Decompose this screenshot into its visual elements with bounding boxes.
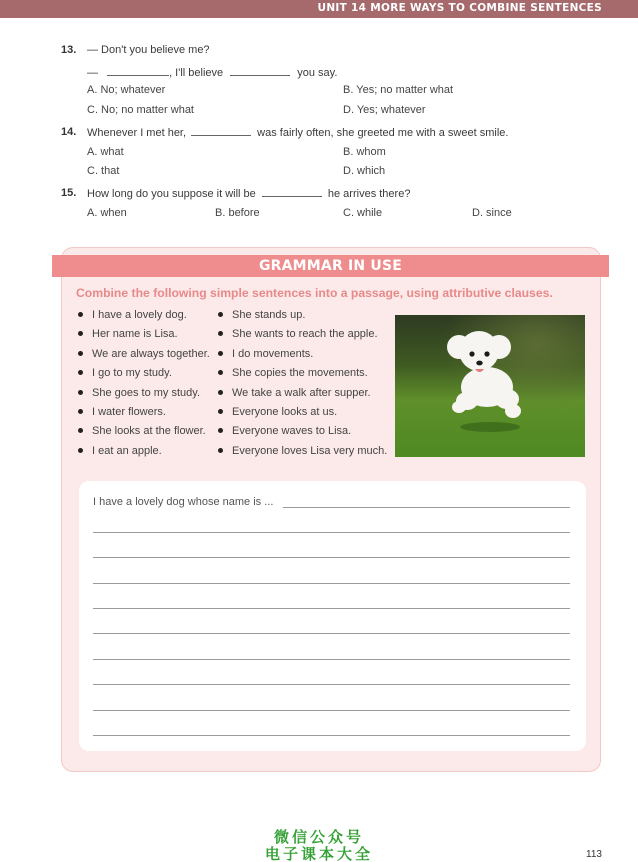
option-15-d[interactable]: D. since [472,207,512,219]
answer-blank[interactable] [107,66,169,76]
list-item: She looks at the flower. [78,425,206,437]
writing-line[interactable] [93,557,570,558]
writing-line[interactable] [93,532,570,533]
writing-line[interactable] [93,735,570,736]
dash: — [87,67,98,79]
option-13-c[interactable]: C. No; no matter what [87,104,194,116]
list-item: Everyone loves Lisa very much. [218,445,387,457]
question-stem-start: How long do you suppose it will be [87,188,256,200]
page-number: 113 [586,849,602,860]
grammar-title: GRAMMAR IN USE [52,255,609,277]
response-end: you say. [297,67,338,79]
answer-blank[interactable] [262,187,322,197]
watermark-line-1: 微信公众号 [273,828,364,846]
writing-line[interactable] [93,633,570,634]
writing-line[interactable] [283,507,570,508]
question-14 [61,126,541,142]
list-item: She stands up. [218,309,305,321]
question-number: 13. [61,44,77,56]
response-middle: , I'll believe [169,67,224,79]
list-item: Everyone looks at us. [218,406,337,418]
option-14-a[interactable]: A. what [87,146,124,158]
answer-blank[interactable] [191,126,251,136]
watermark-line-2: 电子课本大全 [264,845,373,862]
option-14-b[interactable]: B. whom [343,146,386,158]
question-stem-end: was fairly often, she greeted me with a sweet smile. [257,127,509,139]
question-number: 14. [61,126,77,138]
option-13-a[interactable]: A. No; whatever [87,84,166,96]
question-15 [61,187,481,203]
question-stem-end: he arrives there? [327,188,411,200]
left-sentence-list [78,309,218,459]
question-13-response [87,66,337,79]
option-15-b[interactable]: B. before [215,207,260,219]
dog-photo [395,315,585,457]
list-item: I go to my study. [78,367,172,379]
unit-title: UNIT 14 MORE WAYS TO COMBINE SENTENCES [317,2,602,14]
list-item: She goes to my study. [78,387,200,399]
writing-line[interactable] [93,659,570,660]
right-sentence-list [218,309,393,459]
list-item: Everyone waves to Lisa. [218,425,351,437]
question-stem-start: Whenever I met her, [87,127,187,139]
writing-line[interactable] [93,710,570,711]
writing-line[interactable] [93,583,570,584]
list-item: I water flowers. [78,406,166,418]
writing-prompt: I have a lovely dog whose name is ... [93,496,274,508]
list-item: I have a lovely dog. [78,309,187,321]
list-item: I do movements. [218,348,313,360]
question-13 [61,44,461,60]
list-item: I eat an apple. [78,445,162,457]
writing-line[interactable] [93,608,570,609]
option-15-a[interactable]: A. when [87,207,127,219]
answer-blank[interactable] [230,66,290,76]
list-item: We are always together. [78,348,210,360]
grammar-instruction: Combine the following simple sentences into a passage, using attributive clauses. [76,286,553,300]
option-13-b[interactable]: B. Yes; no matter what [343,84,454,96]
list-item: She copies the movements. [218,367,368,379]
writing-line[interactable] [93,684,570,685]
option-14-d[interactable]: D. which [343,165,386,177]
option-14-c[interactable]: C. that [87,165,120,177]
list-item: We take a walk after supper. [218,387,371,399]
option-15-c[interactable]: C. while [343,207,383,219]
list-item: She wants to reach the apple. [218,328,378,340]
option-13-d[interactable]: D. Yes; whatever [343,104,426,116]
list-item: Her name is Lisa. [78,328,178,340]
question-stem: — Don't you believe me? [87,44,210,56]
unit-header-bar [0,0,638,18]
question-number: 15. [61,187,77,199]
